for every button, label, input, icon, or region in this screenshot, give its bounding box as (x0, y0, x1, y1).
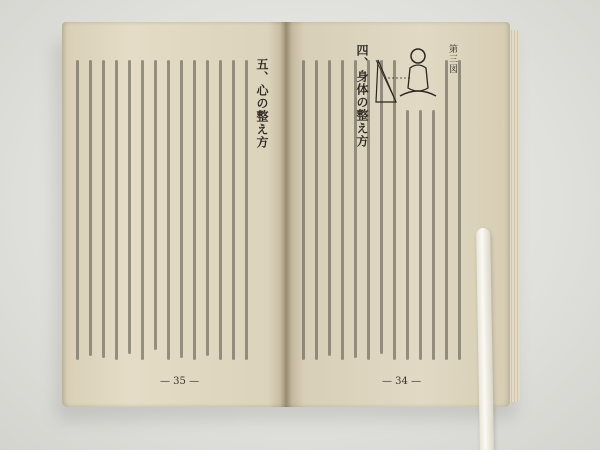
left-page-text-columns (74, 60, 274, 360)
left-page (62, 22, 286, 407)
text-column (193, 60, 196, 360)
text-column (432, 110, 435, 360)
text-column (219, 60, 222, 360)
text-column (102, 60, 105, 358)
text-column (406, 110, 409, 360)
right-page-number: — 34 — (382, 376, 422, 387)
right-page-section-heading: 四、身体の整え方 (355, 44, 369, 148)
left-page-section-heading: 五、心の整え方 (255, 58, 269, 149)
right-page (286, 22, 510, 407)
left-page-number: — 35 — (160, 376, 200, 387)
text-column (167, 60, 170, 360)
text-column (76, 60, 79, 360)
text-column (180, 60, 183, 358)
book-gutter (280, 22, 292, 407)
text-column (445, 60, 448, 360)
text-column (315, 60, 318, 360)
text-column (328, 60, 331, 356)
text-column (115, 60, 118, 360)
text-column (154, 60, 157, 350)
text-column (341, 60, 344, 360)
text-column (419, 110, 422, 360)
figure-label: 第三図 (447, 44, 457, 74)
text-column (89, 60, 92, 356)
text-column (302, 60, 305, 360)
text-column (141, 60, 144, 360)
text-column (206, 60, 209, 356)
seated-meditation-diagram-icon (370, 40, 440, 120)
text-column (458, 60, 461, 360)
text-column (245, 60, 248, 360)
text-column (128, 60, 131, 354)
open-book (62, 22, 510, 407)
text-column (232, 60, 235, 360)
